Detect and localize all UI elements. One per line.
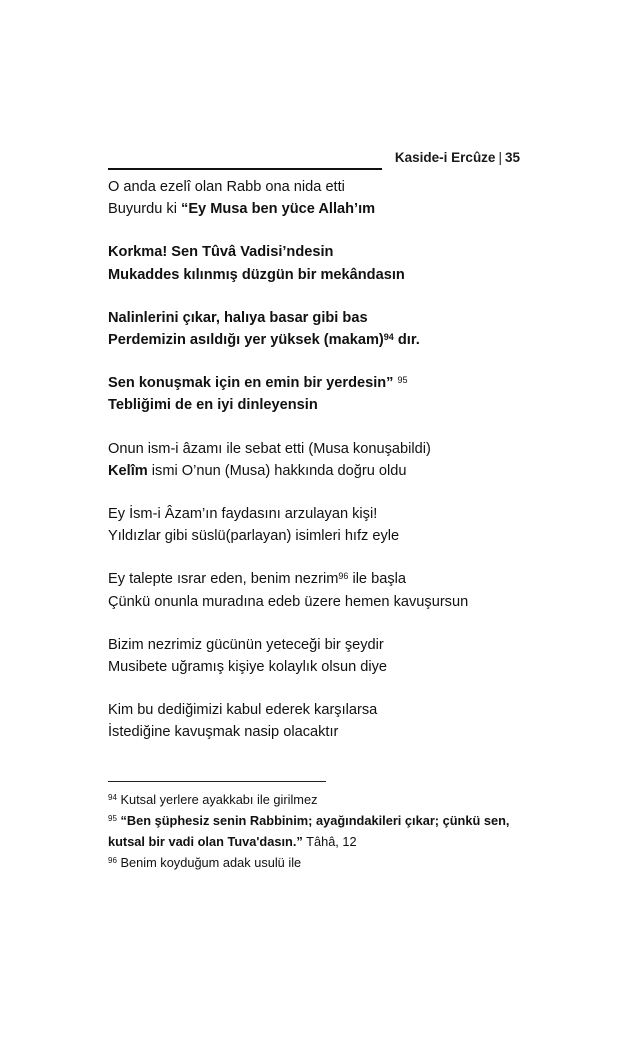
footnotes [108, 789, 533, 873]
verse-line [108, 198, 538, 220]
footnote-number: 95 [108, 814, 117, 823]
stanza-7 [108, 568, 538, 612]
book-title: Kaside-i Ercûze [394, 150, 496, 165]
verse-line: Yıldızlar gibi süslü(parlayan) isimleri hıfz eyle [108, 528, 400, 545]
footnote-ref[interactable]: 95 [397, 375, 408, 386]
footnote-95 [108, 810, 533, 852]
verse-text: Perdemizin asıldığı yer yüksek (makam) [108, 332, 384, 349]
stanza-6 [108, 503, 538, 547]
stanza-3 [108, 307, 538, 351]
verse-line [108, 329, 538, 351]
stanza-8 [108, 634, 538, 678]
footnote-number: 96 [108, 856, 117, 865]
footnote-quote: kutsal bir vadi olan Tuva'dasın.” [108, 834, 303, 849]
verse-text: Sen konuşmak için en emin bir yerdesin” [108, 375, 394, 392]
page-number: 35 [504, 150, 520, 165]
verse-line [108, 372, 538, 394]
verse-text: ile başla [348, 571, 406, 588]
verse-line: Çünkü onunla muradına edeb üzere hemen kavuşursun [108, 593, 469, 610]
footnote-text: Kutsal yerlere ayakkabı ile girilmez [120, 792, 318, 807]
footnote-96 [108, 852, 533, 873]
header-separator: | [498, 150, 502, 165]
footnote-quote: “Ben şüphesiz senin Rabbinim; ayağındakileri çıkar; çünkü sen, [120, 813, 510, 828]
footnote-94 [108, 789, 533, 810]
verse-text: Ey talepte ısrar eden, benim nezrim [108, 571, 339, 588]
verse-line: Korkma! Sen Tûvâ Vadisi’ndesin [108, 244, 334, 261]
verse-text: dır. [393, 332, 420, 349]
verse-line: Onun ism-i âzamı ile sebat etti (Musa konuşabildi) [108, 440, 431, 457]
verse-line: Kim bu dediğimizi kabul ederek karşılarsa [108, 702, 378, 719]
verse-line: Bizim nezrimiz gücünün yeteceği bir şeydir [108, 636, 384, 653]
footnote-text: Tâhâ, 12 [302, 834, 357, 849]
verse-line [108, 460, 538, 482]
verse-line [108, 176, 538, 198]
footnote-ref[interactable]: 94 [383, 332, 394, 343]
poem-body [108, 176, 538, 765]
verse-text: Buyurdu ki [108, 201, 182, 218]
verse-line: Tebliğimi de en iyi dinleyensin [108, 397, 318, 414]
verse-line: Ey İsm-i Âzam’ın faydasını arzulayan kişi! [108, 506, 378, 523]
footnote-number: 94 [108, 793, 117, 802]
verse-line [108, 568, 538, 590]
header-rule [108, 168, 382, 170]
stanza-1 [108, 176, 538, 220]
footnote-text: Benim koyduğum adak usulü ile [120, 855, 302, 870]
verse-line: Mukaddes kılınmış düzgün bir mekândasın [108, 266, 405, 283]
verse-line: Musibete uğramış kişiye kolaylık olsun diye [108, 659, 388, 676]
stanza-5 [108, 438, 538, 482]
stanza-4 [108, 372, 538, 416]
verse-text: Kelîm [108, 462, 148, 479]
verse-text: O anda ezelî olan Rabb ona nida etti [108, 179, 345, 195]
verse-quote: “Ey Musa ben yüce Allah’ım [181, 201, 376, 218]
footnote-rule [108, 781, 326, 782]
footnote-ref[interactable]: 96 [338, 571, 349, 582]
stanza-2 [108, 241, 538, 285]
verse-text: ismi O’nun (Musa) hakkında doğru oldu [147, 462, 407, 479]
verse-line: Nalinlerini çıkar, halıya basar gibi bas [108, 309, 368, 326]
stanza-9 [108, 699, 538, 743]
verse-line: İstediğine kavuşmak nasip olacaktır [108, 724, 339, 741]
running-header [108, 150, 520, 165]
